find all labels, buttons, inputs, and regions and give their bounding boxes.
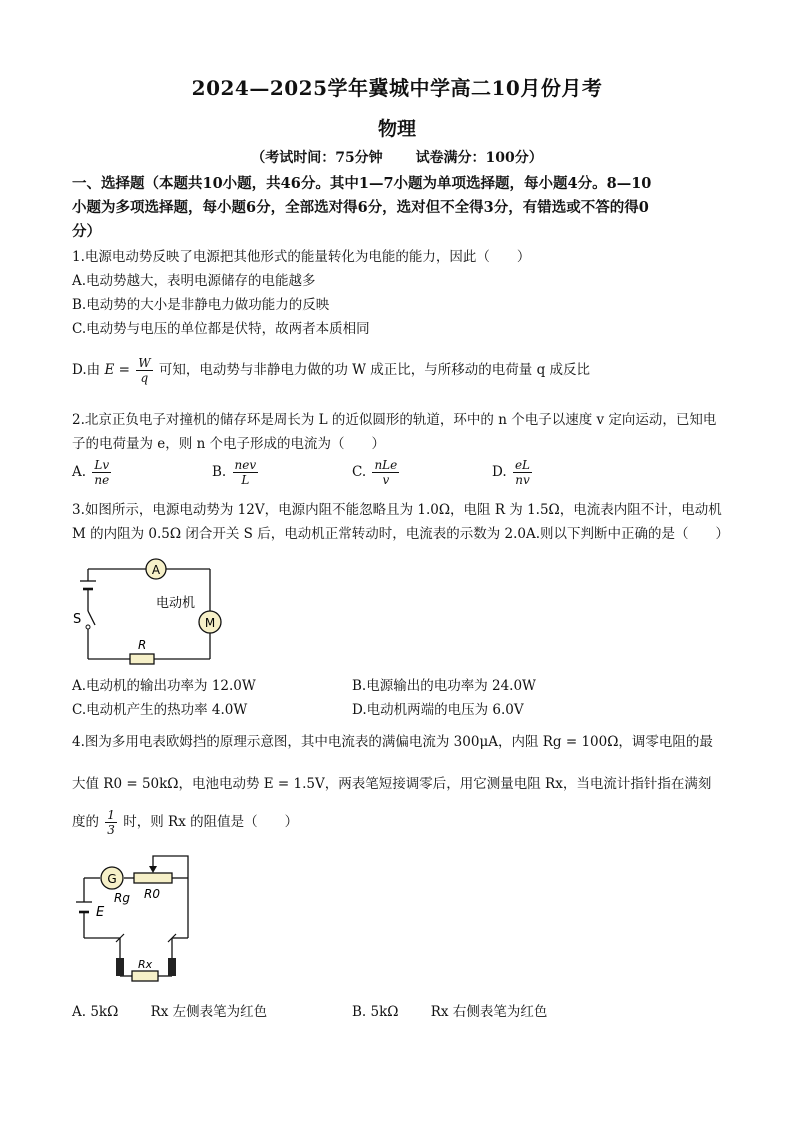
option-a: A.电动势越大，表明电源储存的电能越多 xyxy=(72,273,316,289)
question-line: M 的内阻为 0.5Ω 闭合开关 S 后，电动机正常转动时，电流表的示数为 2.0A.则以下判断中正确的是（ ） xyxy=(72,526,729,542)
option-label: D. xyxy=(492,464,507,480)
question-4-line2 xyxy=(72,772,732,796)
option-label: B. xyxy=(212,464,227,480)
question-1 xyxy=(72,245,732,341)
option-text: 可知，电动势与非静电力做的功 W 成正比，与所移动的电荷量 q 成反比 xyxy=(158,362,591,378)
numerator: 1 xyxy=(107,808,115,822)
resistor-icon xyxy=(130,654,154,664)
denominator: v xyxy=(382,473,390,487)
motor-caption: 电动机 xyxy=(156,596,196,611)
resistor-label: R xyxy=(138,638,147,652)
question-4 xyxy=(72,730,732,754)
option-c: C.电动机产生的热功率 4.0W xyxy=(72,702,248,718)
question-line: 子的电荷量为 e，则 n 个电子形成的电流为（ ） xyxy=(72,436,386,452)
option-label: D.由 xyxy=(72,362,101,378)
question-2 xyxy=(72,408,732,456)
rheostat-slider-icon xyxy=(149,866,157,873)
fraction xyxy=(136,356,152,385)
switch-label: S xyxy=(73,612,82,627)
option-d: D.电动机两端的电压为 6.0V xyxy=(352,702,524,718)
exam-meta xyxy=(0,147,794,167)
question-stem: 1.电源电动势反映了电源把其他形式的能量转化为电能的能力，因此（ ） xyxy=(72,249,531,265)
formula-symbol: E xyxy=(104,362,115,378)
option-b: B.电源输出的电功率为 24.0W xyxy=(352,678,536,694)
option-c xyxy=(352,458,401,487)
numerator: nev xyxy=(234,458,257,472)
numerator: eL xyxy=(514,458,531,472)
question-4-line3 xyxy=(72,808,298,837)
rheostat-icon xyxy=(134,873,172,883)
option-label: C. xyxy=(352,464,367,480)
option-value: B. 5kΩ xyxy=(352,1004,399,1020)
option-label: A. xyxy=(72,464,87,480)
ohmmeter-diagram-q4 xyxy=(70,850,210,988)
switch-blade xyxy=(88,611,95,625)
probe-right-icon xyxy=(168,958,176,976)
fraction xyxy=(92,458,111,487)
denominator: q xyxy=(140,371,149,385)
rg-label: Rg xyxy=(114,891,130,905)
section-heading xyxy=(72,172,732,244)
fraction xyxy=(105,808,117,837)
option-d xyxy=(492,458,534,487)
option-b xyxy=(212,458,260,487)
option-a xyxy=(72,1001,267,1023)
denominator: 3 xyxy=(107,823,115,837)
battery-label: E xyxy=(96,905,105,920)
probe-left-icon xyxy=(116,958,124,976)
formula-eq: = xyxy=(118,362,130,378)
question-text: 时，则 Rx 的阻值是（ ） xyxy=(123,814,299,830)
fraction xyxy=(513,458,532,487)
exam-score: 试卷满分：100分） xyxy=(415,150,543,166)
numerator: W xyxy=(138,356,151,370)
exam-subject: 物理 xyxy=(377,118,416,140)
ammeter-label: A xyxy=(151,563,161,577)
switch-contact xyxy=(86,625,90,629)
question-line: 大值 R0 = 50kΩ，电池电动势 E = 1.5V，两表笔短接调零后，用它测量电阻 Rx，当电流计指针指在满刻 xyxy=(72,776,712,792)
option-a: A.电动机的输出功率为 12.0W xyxy=(72,678,256,694)
option-d xyxy=(72,356,590,385)
option-text: Rx 左侧表笔为红色 xyxy=(150,1004,268,1020)
section-line: 一、选择题（本题共10小题，共46分。其中1—7小题为单项选择题，每小题4分。8—10 xyxy=(72,175,652,192)
denominator: nv xyxy=(515,473,530,487)
option-b: B.电动势的大小是非静电力做功能力的反映 xyxy=(72,297,330,313)
exam-time: （考试时间：75分钟 xyxy=(251,150,383,166)
rx-label: Rx xyxy=(138,958,153,971)
question-line: 2.北京正负电子对撞机的储存环是周长为 L 的近似圆形的轨道，环中的 n 个电子以速度 v 定向运动，已知电 xyxy=(72,412,717,428)
fraction xyxy=(233,458,259,487)
circuit-diagram-q3 xyxy=(68,555,228,667)
question-line: 3.如图所示，电源电动势为 12V，电源内阻不能忽略且为 1.0Ω，电阻 R 为 1.5Ω，电流表内阻不计，电动机 xyxy=(72,502,722,518)
question-text: 度的 xyxy=(72,814,99,830)
option-b xyxy=(352,1001,547,1023)
motor-label: M xyxy=(204,616,216,630)
denominator: L xyxy=(241,473,250,487)
galvanometer-label: G xyxy=(107,872,117,886)
exam-title: 2024—2025学年冀城中学高二10月份月考 xyxy=(191,76,603,100)
r0-label: R0 xyxy=(144,887,160,901)
question-line: 4.图为多用电表欧姆挡的原理示意图，其中电流表的满偏电流为 300μA，内阻 Rg = 100Ω，调零电阻的最 xyxy=(72,734,713,750)
section-line: 小题为多项选择题，每小题6分，全部选对得6分，选对但不全得3分，有错选或不答的得0 xyxy=(72,199,649,216)
option-c: C.电动势与电压的单位都是伏特，故两者本质相同 xyxy=(72,321,370,337)
numerator: Lv xyxy=(92,458,111,473)
section-line: 分） xyxy=(72,223,101,240)
question-3 xyxy=(72,498,732,546)
option-a xyxy=(72,458,113,487)
rx-resistor-icon xyxy=(132,971,158,981)
option-text: Rx 右侧表笔为红色 xyxy=(430,1004,548,1020)
fraction xyxy=(372,458,399,487)
numerator: nLe xyxy=(374,458,398,472)
option-value: A. 5kΩ xyxy=(72,1004,119,1020)
denominator: ne xyxy=(94,473,110,487)
